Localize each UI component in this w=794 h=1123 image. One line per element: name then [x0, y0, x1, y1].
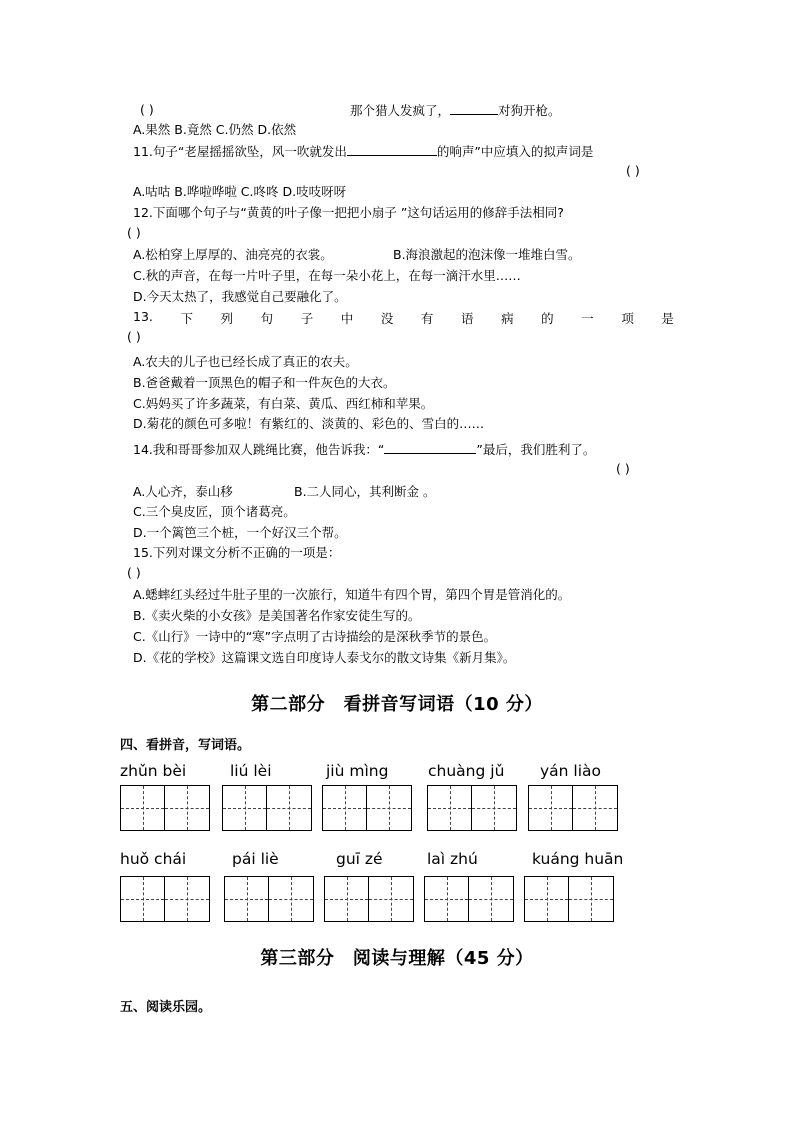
q11-options: A.咕咕 B.哗啦哗啦 C.咚咚 D.吱吱呀呀 — [133, 184, 347, 199]
writing-grid[interactable] — [224, 876, 314, 922]
q12-option-a: A.松柏穿上厚厚的、油亮亮的衣裳。 — [133, 247, 333, 262]
q13-option-b: B.爸爸戴着一顶黑色的帽子和一件灰色的大衣。 — [133, 375, 396, 390]
q13-option-c: C.妈妈买了许多蔬菜，有白菜、黄瓜、西红柿和苹果。 — [133, 396, 434, 411]
q11-stem-text: 11.句子“老屋摇摇欲坠，风一吹就发出 — [133, 144, 347, 159]
q12-stem: 12.下面哪个句子与“黄黄的叶子像一把把小扇子 ”这句话运用的修辞手法相同? — [133, 205, 564, 220]
writing-cell[interactable] — [428, 786, 472, 830]
q12-option-c: C.秋的声音，在每一片叶子里，在每一朵小花上，在每一滴汗水里…… — [133, 268, 521, 283]
q12-answer-paren: ( ) — [127, 225, 141, 240]
pinyin-label: huǒ chái — [120, 850, 187, 868]
writing-cell[interactable] — [121, 877, 165, 921]
q15-option-a: A.蟋蟀红头经过牛肚子里的一次旅行，知道牛有四个胃，第四个胃是管消化的。 — [133, 587, 571, 602]
writing-cell[interactable] — [472, 786, 516, 830]
writing-cell[interactable] — [529, 786, 573, 830]
q13-stem-char: 句 — [260, 311, 274, 326]
writing-cell[interactable] — [225, 877, 269, 921]
writing-grid[interactable] — [120, 876, 210, 922]
q14-stem-text: 14.我和哥哥参加双人跳绳比赛，他告诉我：“ — [133, 442, 385, 457]
q14-option-d: D.一个篱笆三个桩，一个好汉三个帮。 — [133, 525, 347, 540]
pinyin-label: jiù mìng — [326, 762, 389, 780]
writing-cell[interactable] — [573, 786, 617, 830]
writing-grid[interactable] — [322, 785, 412, 831]
q13-stem-char: 是 — [661, 311, 674, 326]
writing-cell[interactable] — [569, 877, 613, 921]
writing-cell[interactable] — [525, 877, 569, 921]
writing-cell[interactable] — [223, 786, 267, 830]
part2-title: 第二部分 看拼音写词语（10 分） — [251, 694, 543, 715]
writing-grid[interactable] — [524, 876, 614, 922]
q13-stem-char: 中 — [340, 311, 354, 326]
writing-cell[interactable] — [165, 877, 209, 921]
pinyin-label: yán liào — [540, 762, 602, 780]
q10-stem-text: 那个猎人发疯了， — [350, 103, 451, 118]
writing-cell[interactable] — [269, 877, 313, 921]
pinyin-label: zhǔn bèi — [120, 762, 187, 780]
q13-stem-char: 13. — [133, 309, 153, 324]
writing-cell[interactable] — [323, 786, 367, 830]
q12-option-d: D.今天太热了，我感觉自己要融化了。 — [133, 289, 347, 304]
pinyin-label: liú lèi — [230, 762, 272, 780]
q10-blank[interactable] — [450, 102, 498, 115]
q11-blank[interactable] — [347, 143, 437, 156]
q13-stem-char: 语 — [461, 311, 474, 326]
q10-stem-tail: 对狗开枪。 — [498, 103, 561, 118]
pinyin-label: kuáng huān — [532, 850, 624, 868]
part3-section-label: 五、阅读乐园。 — [120, 1000, 212, 1015]
writing-cell[interactable] — [469, 877, 513, 921]
writing-grid[interactable] — [324, 876, 414, 922]
q14-option-a: A.人心齐，泰山移 — [133, 484, 233, 499]
part3-title: 第三部分 阅读与理解（45 分） — [260, 948, 534, 969]
q13-stem-char: 病 — [501, 311, 514, 326]
q14-option-c: C.三个臭皮匠，顶个诸葛亮。 — [133, 504, 296, 519]
q10-options: A.果然 B.竟然 C.仍然 D.依然 — [133, 122, 297, 137]
q15-stem: 15.下列对课文分析不正确的一项是： — [133, 545, 341, 560]
q11-stem — [133, 143, 593, 160]
q13-stem-char: 子 — [300, 311, 314, 326]
writing-cell[interactable] — [165, 786, 209, 830]
pinyin-label: pái liè — [232, 850, 279, 868]
q14-stem — [133, 441, 595, 458]
writing-cell[interactable] — [267, 786, 311, 830]
q13-stem-char: 项 — [621, 311, 634, 326]
q13-stem-char: 有 — [420, 311, 434, 326]
writing-cell[interactable] — [425, 877, 469, 921]
q10-answer-paren: ( ) — [140, 102, 154, 117]
q13-stem — [133, 309, 674, 327]
q15-option-d: D.《花的学校》这篇课文选自印度诗人泰戈尔的散文诗集《新月集》。 — [133, 650, 516, 665]
pinyin-label: chuàng jǔ — [428, 762, 505, 780]
q14-blank[interactable] — [384, 441, 476, 454]
writing-cell[interactable] — [121, 786, 165, 830]
writing-cell[interactable] — [367, 786, 411, 830]
q13-stem-char: 的 — [541, 311, 554, 326]
q13-stem-char: 一 — [581, 311, 594, 326]
q13-option-a: A.农夫的儿子也已经长成了真正的农夫。 — [133, 354, 358, 369]
writing-grid[interactable] — [222, 785, 312, 831]
pinyin-label: guī zé — [336, 850, 383, 868]
q12-option-b: B.海浪激起的泡沫像一堆堆白雪。 — [393, 247, 581, 262]
q14-option-b: B.二人同心，其利断金 。 — [294, 484, 436, 499]
q13-stem-char: 没 — [380, 311, 394, 326]
writing-grid[interactable] — [528, 785, 618, 831]
q15-answer-paren: ( ) — [127, 565, 141, 580]
writing-grid[interactable] — [120, 785, 210, 831]
q14-answer-paren: ( ) — [616, 461, 630, 476]
writing-grid[interactable] — [427, 785, 517, 831]
writing-cell[interactable] — [325, 877, 369, 921]
writing-grid[interactable] — [424, 876, 514, 922]
q13-option-d: D.菊花的颜色可多啦！有紫红的、淡黄的、彩色的、雪白的…… — [133, 416, 485, 431]
q15-option-b: B.《卖火柴的小女孩》是美国著名作家安徒生写的。 — [133, 608, 421, 623]
part2-section-label: 四、看拼音，写词语。 — [120, 738, 251, 753]
q14-stem-tail: ”最后，我们胜利了。 — [476, 442, 596, 457]
q13-answer-paren: ( ) — [127, 329, 141, 344]
q11-answer-paren: ( ) — [626, 163, 640, 178]
q10-stem — [350, 102, 561, 119]
q13-stem-char: 列 — [220, 311, 234, 326]
q15-option-c: C.《山行》一诗中的“寒”字点明了古诗描绘的是深秋季节的景色。 — [133, 629, 497, 644]
q11-stem-tail: 的响声”中应填入的拟声词是 — [436, 144, 594, 159]
writing-cell[interactable] — [369, 877, 413, 921]
q13-stem-char: 下 — [180, 311, 193, 326]
pinyin-label: laì zhú — [427, 850, 478, 868]
